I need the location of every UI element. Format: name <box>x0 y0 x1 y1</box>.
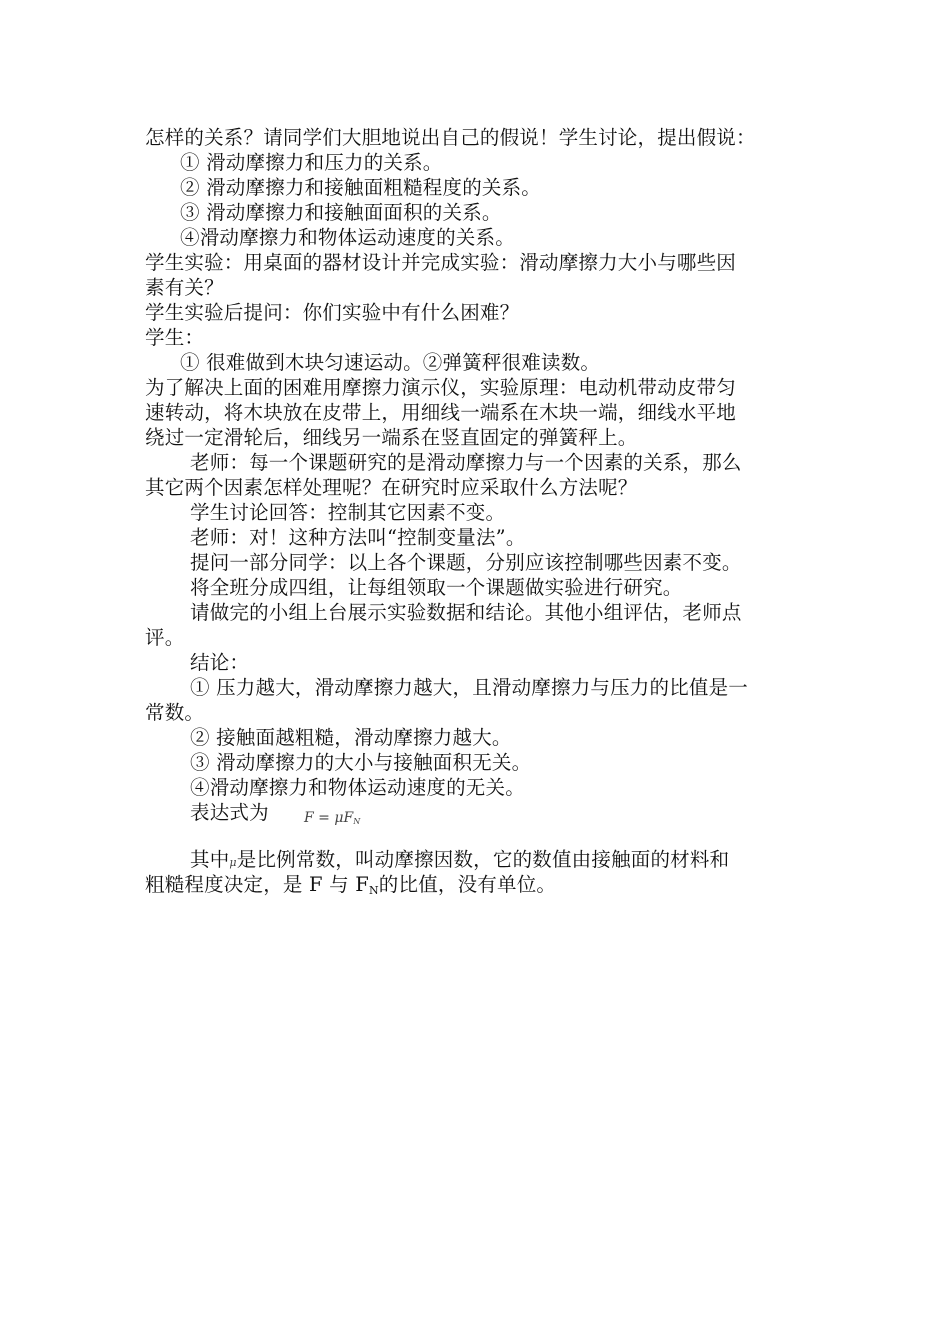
paragraph-line: 速转动，将木块放在皮带上，用细线一端系在木块一端，细线水平地 <box>145 401 737 424</box>
formula-rhs: F <box>343 810 354 826</box>
closing-line-1 <box>190 848 729 875</box>
subscript-n: N <box>368 884 379 897</box>
paragraph-line: 绕过一定滑轮后，细线另一端系在竖直固定的弹簧秤上。 <box>145 426 638 449</box>
closing-text: 是比例常数，叫动摩擦因数，它的数值由接触面的材料和 <box>236 848 730 871</box>
paragraph-line: 学生讨论回答：控制其它因素不变。 <box>190 501 506 524</box>
paragraph-line: 学生实验后提问：你们实验中有什么困难？ <box>145 301 520 324</box>
paragraph-line: 素有关？ <box>145 276 224 299</box>
paragraph-line: 老师：每一个课题研究的是滑动摩擦力与一个因素的关系，那么 <box>190 451 742 474</box>
paragraph-line: 学生： <box>145 326 205 349</box>
expression-label: 表达式为 <box>190 801 269 824</box>
conclusion-item: ③ 滑动摩擦力的大小与接触面积无关。 <box>190 751 532 774</box>
hypothesis-item: ④滑动摩擦力和物体运动速度的关系。 <box>180 226 515 249</box>
paragraph-line: 其它两个因素怎样处理呢？在研究时应采取什么方法呢？ <box>145 476 638 499</box>
paragraph-line: 将全班分成四组，让每组领取一个课题做实验进行研究。 <box>190 576 683 599</box>
formula-equals: = <box>318 810 330 826</box>
conclusion-heading: 结论： <box>190 651 250 674</box>
formula-lhs: F <box>304 810 314 826</box>
closing-line-2 <box>145 873 556 903</box>
paragraph-line: 老师：对！这种方法叫“控制变量法”。 <box>190 526 526 549</box>
closing-text: 的比值，没有单位。 <box>378 873 557 896</box>
conclusion-item: ② 接触面越粗糙，滑动摩擦力越大。 <box>190 726 512 749</box>
list-item: ① 很难做到木块匀速运动。②弹簧秤很难读数。 <box>180 351 601 374</box>
paragraph-line: 怎样的关系？请同学们大胆地说出自己的假说！学生讨论，提出假说： <box>145 126 756 149</box>
hypothesis-item: ② 滑动摩擦力和接触面粗糙程度的关系。 <box>180 176 541 199</box>
friction-formula <box>304 810 360 826</box>
paragraph-line: 学生实验：用桌面的器材设计并完成实验：滑动摩擦力大小与哪些因 <box>145 251 737 274</box>
mu-symbol: μ <box>229 856 237 869</box>
closing-text: 粗糙程度决定，是 F 与 F <box>145 873 369 896</box>
paragraph-line: 提问一部分同学：以上各个课题，分别应该控制哪些因素不变。 <box>190 551 742 574</box>
paragraph-line: 为了解决上面的困难用摩擦力演示仪，实验原理：电动机带动皮带匀 <box>145 376 737 399</box>
conclusion-item: ① 压力越大，滑动摩擦力越大，且滑动摩擦力与压力的比值是一 <box>190 676 748 699</box>
closing-text: 其中 <box>190 848 230 871</box>
paragraph-line: 评。 <box>145 626 185 649</box>
formula-subscript: N <box>353 817 361 826</box>
hypothesis-item: ③ 滑动摩擦力和接触面面积的关系。 <box>180 201 502 224</box>
formula-coefficient: μ <box>334 810 344 826</box>
conclusion-item: 常数。 <box>145 701 205 724</box>
hypothesis-item: ① 滑动摩擦力和压力的关系。 <box>180 151 443 174</box>
conclusion-item: ④滑动摩擦力和物体运动速度的无关。 <box>190 776 525 799</box>
paragraph-line: 请做完的小组上台展示实验数据和结论。其他小组评估，老师点 <box>190 601 742 624</box>
